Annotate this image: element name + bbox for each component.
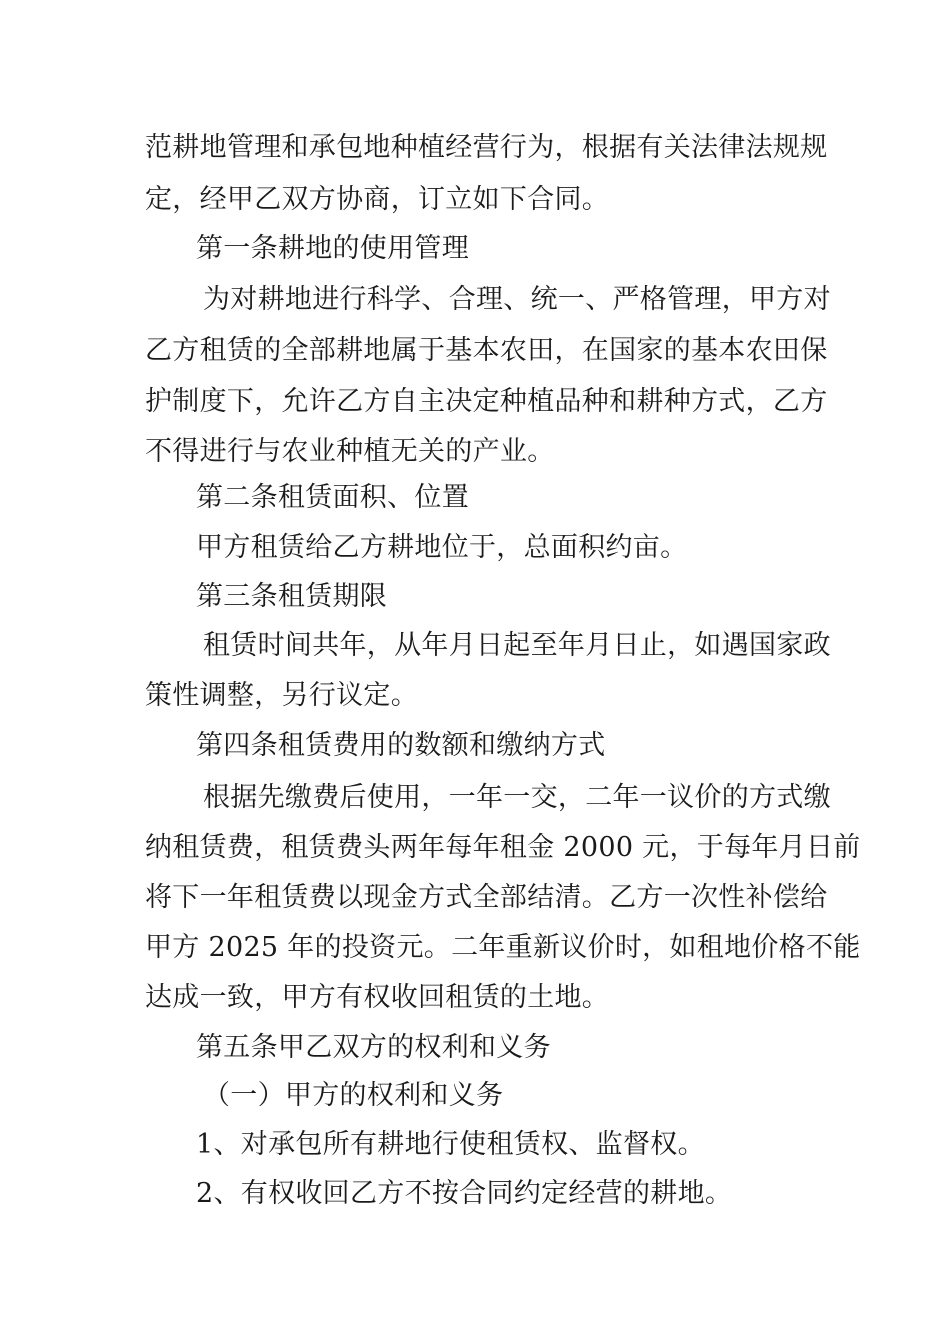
paragraph-line: 甲方租赁给乙方耕地位于，总面积约亩。 [196, 532, 688, 563]
list-item: 2、有权收回乙方不按合同约定经营的耕地。 [196, 1178, 733, 1209]
paragraph-line: 为对耕地进行科学、合理、统一、严格管理，甲方对 [203, 284, 831, 315]
paragraph-line: 甲方 2025 年的投资元。二年重新议价时，如租地价格不能 [145, 932, 861, 963]
subsection-heading: （一）甲方的权利和义务 [203, 1080, 504, 1111]
section-heading: 第四条租赁费用的数额和缴纳方式 [196, 730, 606, 761]
paragraph-line: 乙方租赁的全部耕地属于基本农田，在国家的基本农田保 [145, 335, 828, 366]
list-item: 1、对承包所有耕地行使租赁权、监督权。 [196, 1129, 705, 1160]
section-heading: 第一条耕地的使用管理 [196, 233, 469, 264]
section-heading: 第二条租赁面积、位置 [196, 482, 469, 513]
paragraph-line: 根据先缴费后使用，一年一交，二年一议价的方式缴 [203, 782, 831, 813]
paragraph-line: 达成一致，甲方有权收回租赁的土地。 [145, 982, 610, 1013]
section-heading: 第三条租赁期限 [196, 581, 388, 612]
paragraph-line: 范耕地管理和承包地种植经营行为，根据有关法律法规规 [145, 132, 828, 163]
section-heading: 第五条甲乙双方的权利和义务 [196, 1032, 551, 1063]
paragraph-line: 策性调整，另行议定。 [145, 680, 418, 711]
paragraph-line: 不得进行与农业种植无关的产业。 [145, 436, 555, 467]
paragraph-line: 护制度下，允许乙方自主决定种植品种和耕种方式，乙方 [145, 386, 828, 417]
paragraph-line: 定，经甲乙双方协商，订立如下合同。 [145, 184, 610, 215]
paragraph-line: 租赁时间共年，从年月日起至年月日止，如遇国家政 [203, 630, 831, 661]
paragraph-line: 纳租赁费，租赁费头两年每年租金 2000 元，于每年月日前 [145, 832, 861, 863]
paragraph-line: 将下一年租赁费以现金方式全部结清。乙方一次性补偿给 [145, 882, 828, 913]
